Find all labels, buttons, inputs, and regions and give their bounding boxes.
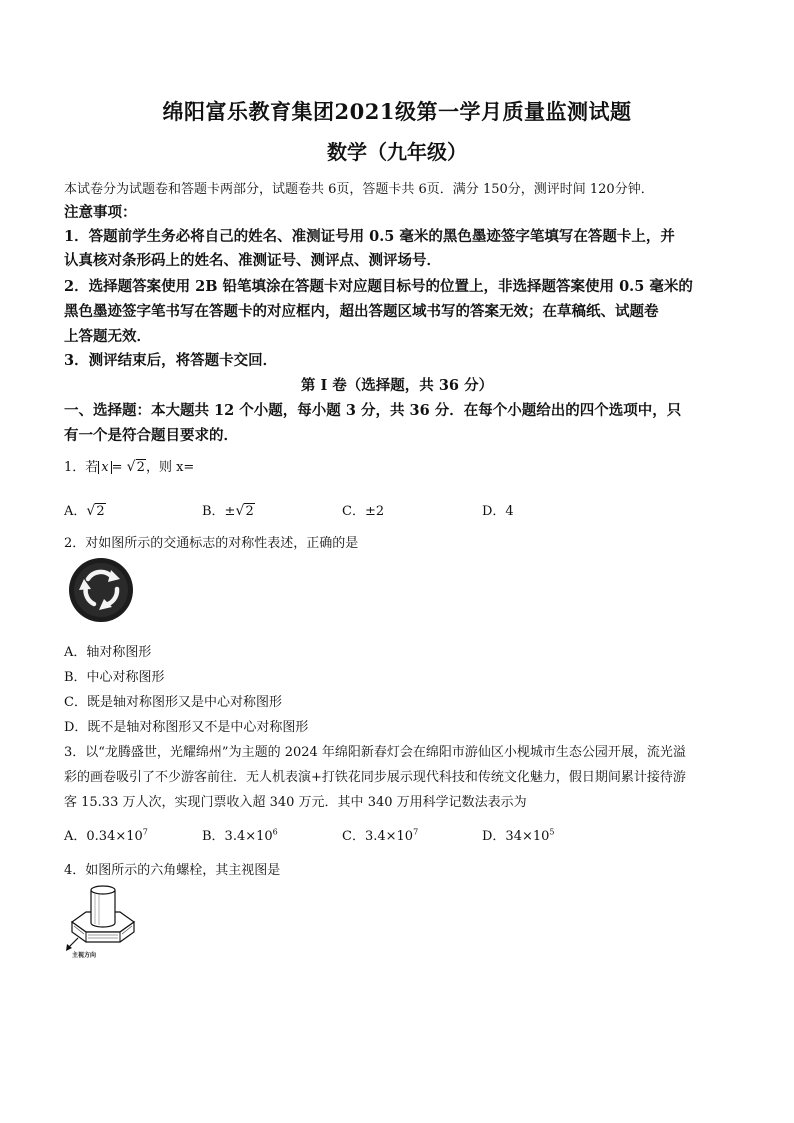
q3-option-a: [64, 825, 148, 844]
q1-prefix: 1．若: [64, 460, 99, 475]
exam-subtitle: 数学（九年级）: [327, 140, 467, 164]
q1-radicand: 2: [136, 460, 145, 475]
q1-option-d: D．4: [482, 504, 514, 519]
option-exponent: 7: [142, 827, 148, 837]
q2-option-b: B．中心对称图形: [64, 670, 165, 685]
q1-radicand: 2: [96, 504, 105, 519]
option-exponent: 5: [549, 827, 555, 837]
section-instruction: 有一个是符合题目要求的．: [64, 427, 238, 444]
section-title: 第 I 卷（选择题，共 36 分）: [300, 377, 494, 394]
question-4-stem: 4．如图所示的六角螺栓，其主视图是: [64, 863, 281, 878]
q1-option-c: C．±2: [342, 504, 385, 519]
option-text: D．34×10: [482, 829, 550, 844]
hex-bolt-figure: [64, 882, 142, 966]
q2-option-a: A．轴对称图形: [64, 645, 152, 660]
q1-sqrt: [235, 504, 254, 519]
question-3-line: 彩的画卷吸引了不少游客前往．无人机表演+打铁花同步展示现代科技和传统文化魅力，假日期间累计接待游: [64, 770, 686, 785]
intro-text: 本试卷分为试题卷和答题卡两部分，试题卷共 6页，答题卡共 6页．满分 150分，测评时间 120分钟．: [64, 182, 654, 197]
note-line: 黑色墨迹签字笔书写在答题卡的对应框内，超出答题区域书写的答案无效；在草稿纸、试题卷: [64, 303, 659, 320]
option-text: B．3.4×10: [202, 829, 273, 844]
option-label: A．: [64, 504, 87, 519]
q1-option-a: [64, 500, 106, 519]
option-exponent: 6: [272, 827, 278, 837]
q3-option-d: [482, 825, 555, 844]
option-text: C．3.4×10: [342, 829, 414, 844]
note-line: 上答题无效．: [64, 328, 151, 345]
q3-option-c: [342, 825, 418, 844]
note-line: 认真核对条形码上的姓名、准测证号、测评点、测评场号．: [64, 252, 441, 269]
q3-option-b: [202, 825, 278, 844]
note-line: 1．答题前学生务必将自己的姓名、准测证号用 0.5 毫米的黑色墨迹签字笔填写在答题卡上，并: [64, 228, 675, 245]
q1-abs-var: x: [98, 461, 111, 474]
exam-title: 绵阳富乐教育集团2021级第一学月质量监测试题: [162, 99, 632, 124]
roundabout-sign-icon: [64, 557, 139, 627]
note-line: 3．测评结束后，将答题卡交回．: [64, 352, 278, 369]
bolt-figure-caption: 主视方向: [72, 952, 97, 959]
question-3-line: 3．以“龙腾盛世，光耀绵州”为主题的 2024 年绵阳新春灯会在绵阳市游仙区小枧城市生态公园开展，流光溢: [64, 745, 686, 760]
question-1-stem: [64, 456, 734, 475]
q1-equals: =: [111, 460, 123, 475]
q1-option-b: [202, 500, 255, 519]
notes-heading: 注意事项：: [64, 204, 137, 221]
question-2-stem: 2．对如图所示的交通标志的对称性表述，正确的是: [64, 536, 359, 551]
q1-sqrt: [127, 460, 146, 475]
question-3-line: 客 15.33 万人次，实现门票收入超 340 万元．其中 340 万用科学记数法表示为: [64, 795, 527, 810]
q1-sqrt: [86, 504, 105, 519]
q1-radicand: 2: [245, 504, 254, 519]
section-instruction: 一、选择题：本大题共 12 个小题，每小题 3 分，共 36 分．在每个小题给出的四个选项中，只: [64, 402, 682, 419]
q2-option-d: D．既不是轴对称图形又不是中心对称图形: [64, 720, 309, 735]
q1-suffix: ，则 x=: [145, 460, 195, 475]
q2-option-c: C．既是轴对称图形又是中心对称图形: [64, 695, 282, 710]
option-label: B．±: [202, 504, 236, 519]
option-exponent: 7: [413, 827, 419, 837]
note-line: 2．选择题答案使用 2B 铅笔填涂在答题卡对应题目标号的位置上，非选择题答案使用 0.5 毫米的: [64, 278, 693, 295]
option-text: A．0.34×10: [64, 829, 143, 844]
